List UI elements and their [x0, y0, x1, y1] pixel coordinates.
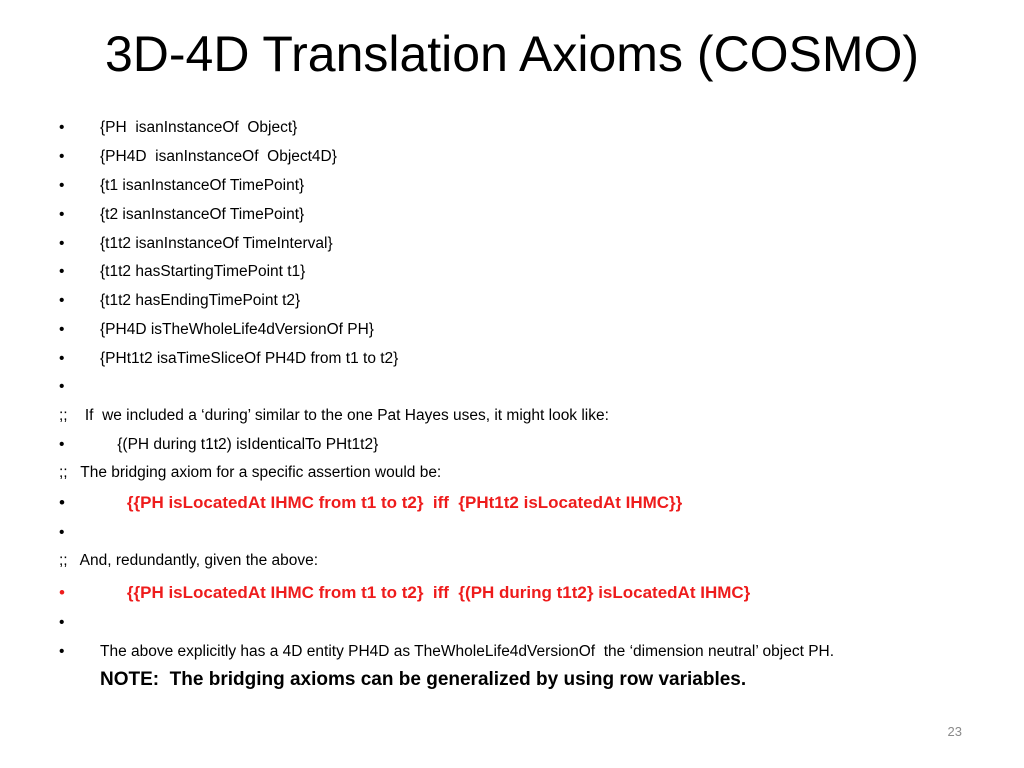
comment-line — [59, 406, 609, 426]
list-item-text: {{PH isLocatedAt IHMC from t1 to t2} iff {(PH during t1t2} isLocatedAt IHMC} — [108, 583, 751, 602]
page-title: 3D-4D Translation Axioms (COSMO) — [104, 26, 920, 82]
bullet-icon: • — [59, 524, 65, 541]
list-item-text: {t1t2 hasStartingTimePoint t1} — [100, 263, 306, 280]
comment-line — [59, 463, 441, 483]
list-item-text: {PH isanInstanceOf Object} — [100, 119, 298, 136]
comment-text: ;; And, redundantly, given the above: — [59, 552, 319, 569]
bullet-icon: • — [59, 177, 65, 194]
bullet-icon: • — [59, 292, 65, 309]
page-number: 23 — [947, 724, 962, 739]
bullet-icon: • — [59, 350, 65, 367]
bullet-icon: • — [59, 583, 65, 602]
comment-line — [59, 551, 318, 571]
bullet-icon: • — [59, 643, 65, 660]
list-item-text: The above explicitly has a 4D entity PH4D as TheWholeLife4dVersionOf the ‘dimension neutral’ object PH. — [100, 643, 835, 660]
bullet-icon: • — [59, 436, 65, 453]
bullet-icon: • — [59, 321, 65, 338]
bullet-icon: • — [59, 148, 65, 165]
list-item-text: {t1t2 isanInstanceOf TimeInterval} — [100, 235, 333, 252]
bullet-icon: • — [59, 206, 65, 223]
bullet-icon: • — [59, 263, 65, 280]
bullet-icon: • — [59, 614, 65, 631]
bullet-icon: • — [59, 378, 65, 395]
list-item-text: {t1 isanInstanceOf TimePoint} — [100, 177, 305, 194]
list-item-text: {t2 isanInstanceOf TimePoint} — [100, 206, 305, 223]
list-item-text: {(PH during t1t2) isIdenticalTo PHt1t2} — [100, 436, 379, 453]
bullet-icon: • — [59, 235, 65, 252]
list-item-text: {PHt1t2 isaTimeSliceOf PH4D from t1 to t2} — [100, 350, 399, 367]
list-item-text: {{PH isLocatedAt IHMC from t1 to t2} iff {PHt1t2 isLocatedAt IHMC}} — [108, 493, 683, 512]
note-text: NOTE: The bridging axioms can be generalized by using row variables. — [100, 669, 747, 690]
bullet-icon: • — [59, 119, 65, 136]
list-item-text: {PH4D isanInstanceOf Object4D} — [100, 148, 337, 165]
list-item-text: {PH4D isTheWholeLife4dVersionOf PH} — [100, 321, 374, 338]
list-item-text: {t1t2 hasEndingTimePoint t2} — [100, 292, 301, 309]
comment-text: ;; The bridging axiom for a specific assertion would be: — [59, 464, 442, 481]
comment-text: ;; If we included a ‘during’ similar to the one Pat Hayes uses, it might look like: — [59, 407, 609, 424]
bullet-icon: • — [59, 493, 65, 512]
